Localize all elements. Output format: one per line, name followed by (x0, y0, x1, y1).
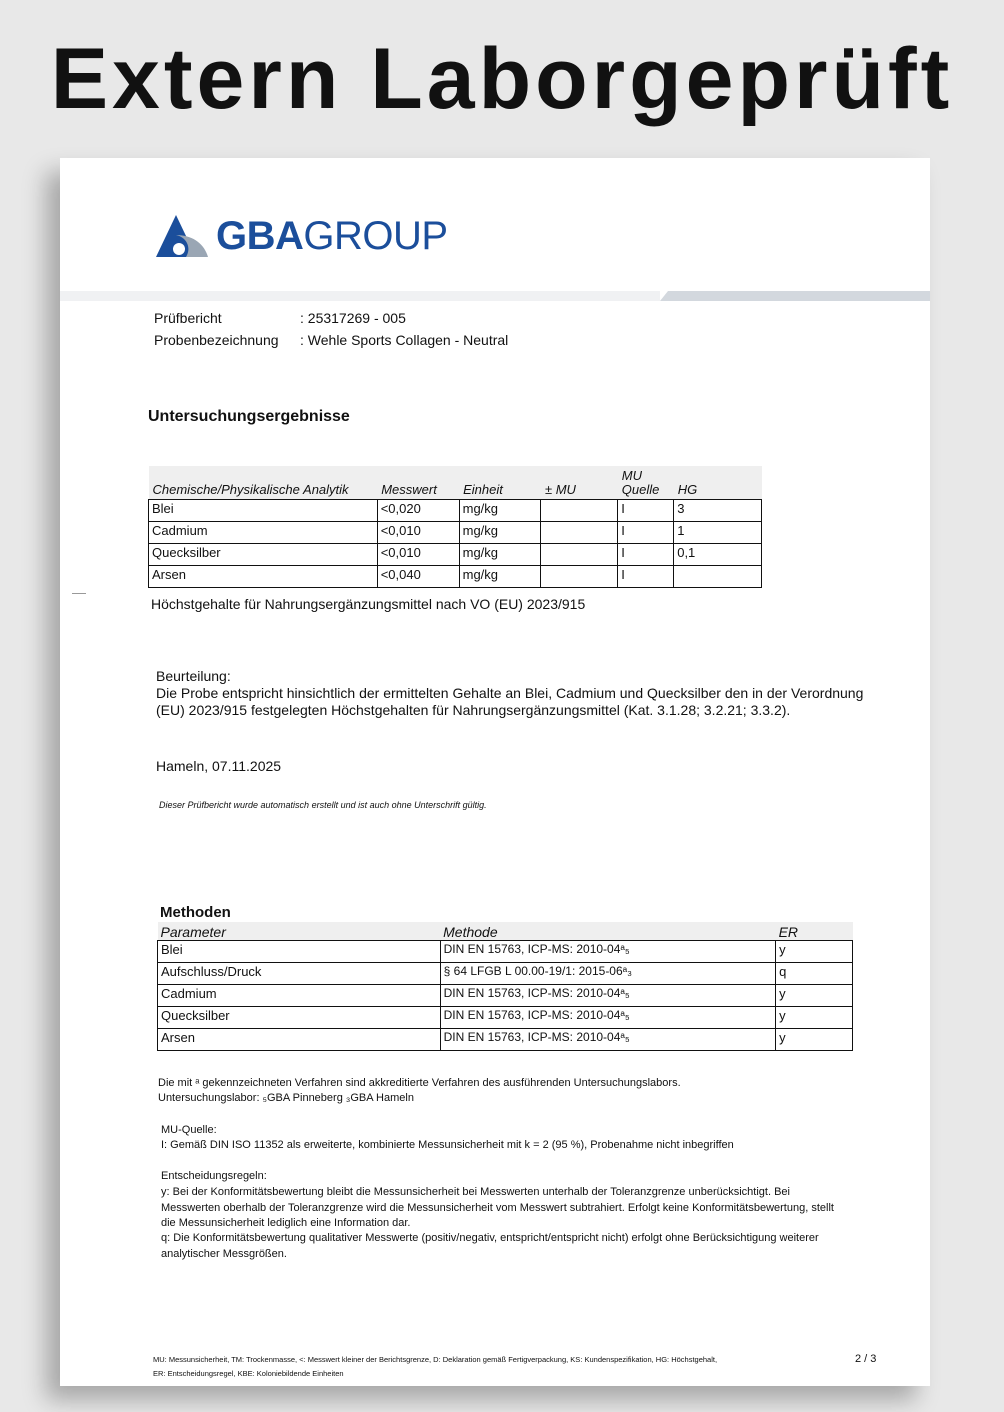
cell (674, 565, 762, 587)
table-row (158, 1007, 853, 1029)
sample-line (154, 332, 508, 348)
cell (541, 565, 618, 587)
cell (541, 499, 618, 521)
cell (541, 543, 618, 565)
table-row (149, 565, 762, 587)
table-row (158, 1029, 853, 1051)
results-heading: Untersuchungsergebnisse (148, 408, 350, 425)
cell: y (776, 941, 853, 963)
cell: Blei (158, 941, 441, 963)
sample-label: Probenbezeichnung (154, 332, 279, 348)
auto-generated-note: Dieser Prüfbericht wurde automatisch erstellt und ist auch ohne Unterschrift gültig. (159, 800, 487, 810)
report-label: Prüfbericht (154, 310, 222, 326)
cell: DIN EN 15763, ICP-MS: 2010-04ᵃ₅ (440, 941, 775, 963)
cell: Blei (149, 499, 378, 521)
cell: <0,010 (377, 521, 459, 543)
cell: Aufschluss/Druck (158, 963, 441, 985)
cell: y (776, 1007, 853, 1029)
cell: 1 (674, 521, 762, 543)
cell: Cadmium (149, 521, 378, 543)
cell: mg/kg (459, 565, 541, 587)
header-band (60, 291, 930, 301)
headline: Extern Laborgeprüft (50, 31, 954, 127)
rule-y: y: Bei der Konformitätsbewertung bleibt die Messunsicherheit bei Messwerten unterhalb der Toleranzgrenze unberücksichtigt. Bei Messwerten oberhalb der Toleranzgrenze wird die Messunsicherheit vom Messwert subtrahiert. Erfolgt keine Konformitätsbewertung, stellt die Messunsicherheit lediglich eine Information dar. (161, 1186, 834, 1229)
cell: § 64 LFGB L 00.00-19/1: 2015-06ᵃ₃ (440, 963, 775, 985)
cell: Arsen (158, 1029, 441, 1051)
table-row (149, 499, 762, 521)
cell: 3 (674, 499, 762, 521)
methods-table (157, 922, 853, 1051)
cell: mg/kg (459, 521, 541, 543)
mu-text: I: Gemäß DIN ISO 11352 als erweiterte, kombinierte Messunsicherheit mit k = 2 (95 %), Probenahme nicht inbegriffen (161, 1139, 734, 1151)
table-row (158, 963, 853, 985)
page-number: 2 / 3 (855, 1353, 877, 1365)
table-row (158, 941, 853, 963)
col-mu: ± MU (541, 466, 618, 499)
sample-value: : Wehle Sports Collagen - Neutral (300, 332, 509, 348)
margin-mark (72, 593, 86, 594)
col-messwert: Messwert (377, 466, 459, 499)
col-analytik: Chemische/Physikalische Analytik (149, 466, 378, 499)
cell: y (776, 1029, 853, 1051)
cell: DIN EN 15763, ICP-MS: 2010-04ᵃ₅ (440, 1007, 775, 1029)
report-number-line (154, 310, 406, 326)
cell: <0,020 (377, 499, 459, 521)
cell: I (618, 543, 674, 565)
cell: I (618, 499, 674, 521)
col-mu-quelle: MU Quelle (618, 466, 674, 499)
cell: Cadmium (158, 985, 441, 1007)
cell: mg/kg (459, 543, 541, 565)
cell: Quecksilber (149, 543, 378, 565)
cell: q (776, 963, 853, 985)
cell: mg/kg (459, 499, 541, 521)
table-row (158, 985, 853, 1007)
lab-report-page (60, 158, 930, 1386)
footer-line-2: ER: Entscheidungsregel, KBE: Koloniebildende Einheiten (153, 1369, 344, 1378)
col-einheit: Einheit (459, 466, 541, 499)
cell: I (618, 521, 674, 543)
assessment-text: Die Probe entspricht hinsichtlich der ermittelten Gehalte an Blei, Cadmium und Quecksilber den in der Verordnung (EU) 2023/915 festgelegten Höchstgehalten für Nahrungsergänzungsmittel (Kat. 3.1.28; 3.2.21; 3.3.2). (156, 685, 864, 718)
accredited-note: Die mit ᵃ gekennzeichneten Verfahren sind akkreditierte Verfahren des ausführenden Untersuchungslabors. (158, 1077, 681, 1089)
col-hg: HG (674, 466, 762, 499)
col-parameter: Parameter (158, 922, 441, 941)
table-row (149, 521, 762, 543)
cell: Arsen (149, 565, 378, 587)
logo-brand-light: GROUP (303, 213, 448, 258)
col-er: ER (776, 922, 853, 941)
gba-logo-triangle-icon (156, 213, 208, 259)
mu-label: MU-Quelle: (161, 1124, 217, 1136)
cell: Quecksilber (158, 1007, 441, 1029)
cell: <0,010 (377, 543, 459, 565)
logo-brand-bold: GBA (216, 213, 304, 258)
col-methode: Methode (440, 922, 775, 941)
labs-note: Untersuchungslabor: ₅GBA Pinneberg ₃GBA Hameln (158, 1092, 414, 1104)
cell: <0,040 (377, 565, 459, 587)
rule-q: q: Die Konformitätsbewertung qualitativer Messwerte (positiv/negativ, entspricht/entspricht nicht) erfolgt ohne Berücksichtigung weiterer analytischer Messgrößen. (161, 1232, 819, 1260)
report-value: : 25317269 - 005 (300, 310, 406, 326)
table-row (149, 543, 762, 565)
footer-line-1: MU: Messunsicherheit, TM: Trockenmasse, <: Messwert kleiner der Berichtsgrenze, D: Deklaration gemäß Fertigverpackung, KS: Kundenspezifikation, HG: Höchstgehalt, (153, 1355, 718, 1364)
limits-note: Höchstgehalte für Nahrungsergänzungsmittel nach VO (EU) 2023/915 (151, 596, 586, 612)
place-date: Hameln, 07.11.2025 (156, 758, 282, 774)
cell: y (776, 985, 853, 1007)
cell: I (618, 565, 674, 587)
methods-heading: Methoden (160, 904, 231, 921)
cell (541, 521, 618, 543)
cell: DIN EN 15763, ICP-MS: 2010-04ᵃ₅ (440, 985, 775, 1007)
results-table (148, 466, 762, 588)
cell: DIN EN 15763, ICP-MS: 2010-04ᵃ₅ (440, 1029, 775, 1051)
gba-group-logo (156, 210, 448, 262)
rules-label: Entscheidungsregeln: (161, 1170, 267, 1182)
cell: 0,1 (674, 543, 762, 565)
assessment-label: Beurteilung: (156, 668, 231, 684)
